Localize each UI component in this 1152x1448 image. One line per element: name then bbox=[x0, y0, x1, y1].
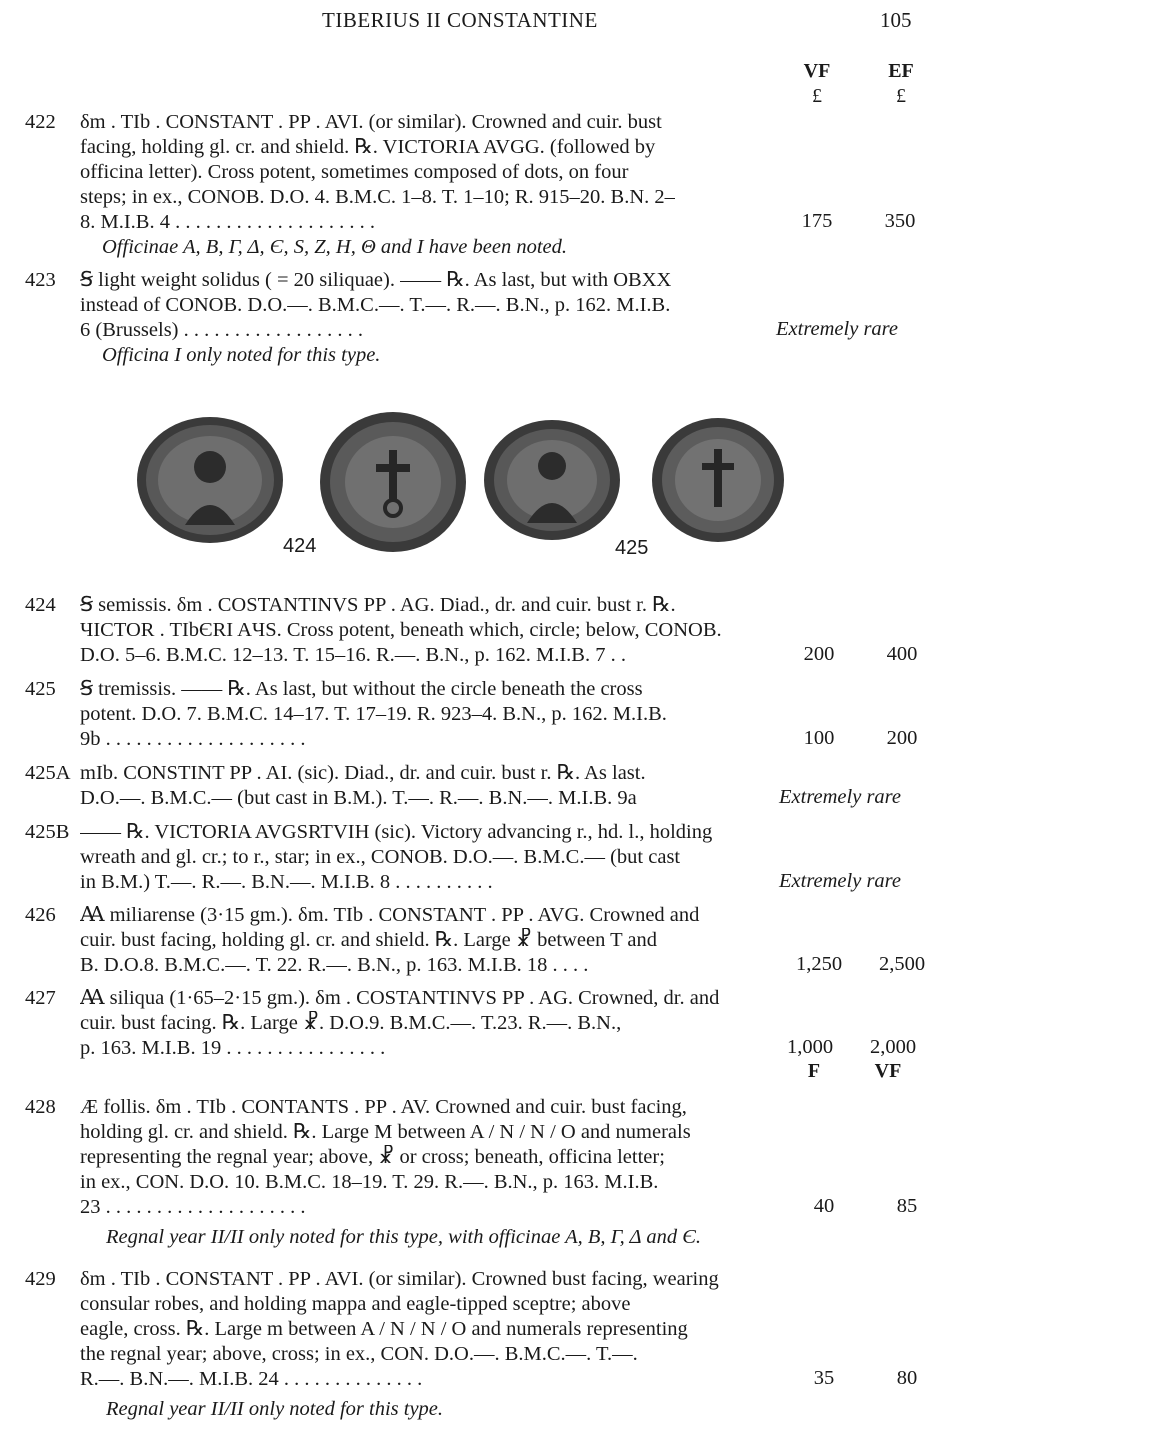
coin-label-424: 424 bbox=[283, 535, 317, 557]
entry-line: wreath and gl. cr.; to r., star; in ex., CONOB. D.O.—. B.M.C.— (but cast bbox=[80, 846, 681, 868]
entry-number: 425A bbox=[25, 762, 71, 784]
entry-line: B. D.O.8. B.M.C.—. T. 22. R.—. B.N., p. 163. M.I.B. 18 . . . . bbox=[80, 954, 589, 976]
entry-line: in B.M.) T.—. R.—. B.N.—. M.I.B. 8 . . . . . . . . . . bbox=[80, 871, 493, 893]
entry-line: mIb. CONSTINT PP . AI. (sic). Diad., dr. and cuir. bust r. ℞. As last. bbox=[80, 762, 646, 784]
entry-line: 8. M.I.B. 4 . . . . . . . . . . . . . . . . . . . . bbox=[80, 211, 375, 233]
catalog-entry bbox=[20, 110, 1130, 260]
entry-number: 425B bbox=[25, 821, 70, 843]
catalog-entry bbox=[20, 1095, 1130, 1255]
entry-line: δm . TIb . CONSTANT . PP . AVI. (or similar). Crowned bust facing, wearing bbox=[80, 1268, 719, 1290]
entry-description bbox=[80, 268, 770, 343]
entry-line: δm . TIb . CONSTANT . PP . AVI. (or similar). Crowned and cuir. bust bbox=[80, 111, 662, 133]
entry-line: the regnal year; above, cross; in ex., CON. D.O.—. B.M.C.—. T.—. bbox=[80, 1343, 638, 1365]
entry-line: Ꜳ miliarense (3·15 gm.). δm. TIb . CONSTANT . PP . AVG. Crowned and bbox=[80, 904, 700, 926]
entry-description bbox=[80, 677, 770, 752]
entry-number: 426 bbox=[25, 904, 56, 926]
entry-number: 429 bbox=[25, 1268, 56, 1290]
coin-425-reverse bbox=[650, 415, 790, 545]
coin-424-reverse bbox=[318, 410, 468, 555]
entry-description bbox=[80, 110, 770, 235]
page-number: 105 bbox=[880, 8, 912, 32]
entry-note: Officinae A, B, Γ, Δ, Є, S, Z, H, Θ and I have been noted. bbox=[102, 236, 568, 258]
price-vf: 100 bbox=[803, 727, 835, 749]
entry-line: Ꞩ tremissis. —— ℞. As last, but without the circle beneath the cross bbox=[80, 678, 643, 700]
entry-number: 422 bbox=[25, 111, 56, 133]
price-vf: 80 bbox=[896, 1367, 918, 1389]
entry-line: representing the regnal year; above, ☧ or cross; beneath, officina letter; bbox=[80, 1146, 665, 1168]
price-ef: 200 bbox=[886, 727, 918, 749]
price-ef: 350 bbox=[884, 210, 916, 232]
entry-number: 423 bbox=[25, 269, 56, 291]
entry-line: D.O.—. B.M.C.— (but cast in B.M.). T.—. R.—. B.N.—. M.I.B. 9a bbox=[80, 787, 637, 809]
entry-description bbox=[80, 903, 770, 978]
col-unit-vf: £ bbox=[812, 85, 822, 107]
price-vf: 175 bbox=[801, 210, 833, 232]
entry-line: 23 . . . . . . . . . . . . . . . . . . . . bbox=[80, 1196, 306, 1218]
entry-line: 9b . . . . . . . . . . . . . . . . . . . . bbox=[80, 728, 306, 750]
entry-line: D.O. 5–6. B.M.C. 12–13. T. 15–16. R.—. B.N., p. 162. M.I.B. 7 . . bbox=[80, 644, 626, 666]
price-vf: 85 bbox=[896, 1195, 918, 1217]
entry-line: facing, holding gl. cr. and shield. ℞. VICTORIA AVGG. (followed by bbox=[80, 136, 656, 158]
entry-line: potent. D.O. 7. B.M.C. 14–17. T. 17–19. R. 923–4. B.N., p. 162. M.I.B. bbox=[80, 703, 667, 725]
catalog-entry bbox=[20, 903, 1130, 983]
price-vf: 1,250 bbox=[795, 953, 843, 975]
entry-note: Regnal year II/II only noted for this type, with officinae A, B, Γ, Δ and Є. bbox=[106, 1226, 702, 1248]
entry-number: 427 bbox=[25, 987, 56, 1009]
entry-line: instead of CONOB. D.O.—. B.M.C.—. T.—. R.—. B.N., p. 162. M.I.B. bbox=[80, 294, 671, 316]
rarity-label: Extremely rare bbox=[779, 786, 901, 808]
entry-line: 6 (Brussels) . . . . . . . . . . . . . . . . . . bbox=[80, 319, 364, 341]
page-title: TIBERIUS II CONSTANTINE bbox=[322, 8, 598, 32]
coin-label-425: 425 bbox=[615, 537, 649, 559]
entry-description bbox=[80, 1267, 770, 1392]
catalog-entry bbox=[20, 820, 1130, 900]
entry-description bbox=[80, 1095, 770, 1220]
entry-note: Regnal year II/II only noted for this type. bbox=[106, 1398, 444, 1420]
catalog-entry bbox=[20, 761, 1130, 816]
entry-description bbox=[80, 820, 770, 895]
entry-line: ЧICTOR . TIbЄRI AЧS. Cross potent, beneath which, circle; below, CONOB. bbox=[80, 619, 722, 641]
rarity-label: Extremely rare bbox=[776, 318, 898, 340]
entry-line: Ꞩ light weight solidus ( = 20 siliquae). —— ℞. As last, but with OBXX bbox=[80, 269, 672, 291]
price-f: 35 bbox=[813, 1367, 835, 1389]
entry-line: consular robes, and holding mappa and eagle-tipped sceptre; above bbox=[80, 1293, 631, 1315]
entry-line: —— ℞. VICTORIA AVGSRTVIH (sic). Victory advancing r., hd. l., holding bbox=[80, 821, 713, 843]
catalog-entry bbox=[20, 268, 1130, 368]
col-head-f: F bbox=[807, 1060, 821, 1082]
col-head-ef: EF bbox=[888, 60, 914, 82]
entry-description bbox=[80, 593, 770, 668]
entry-line: cuir. bust facing. ℞. Large ☧. D.O.9. B.M.C.—. T.23. R.—. B.N., bbox=[80, 1012, 622, 1034]
entry-line: R.—. B.N.—. M.I.B. 24 . . . . . . . . . . . . . . bbox=[80, 1368, 423, 1390]
catalog-entry bbox=[20, 1267, 1130, 1437]
entry-line: Ꞩ semissis. δm . COSTANTINVS PP . AG. Diad., dr. and cuir. bust r. ℞. bbox=[80, 594, 676, 616]
price-vf: 1,000 bbox=[786, 1036, 834, 1058]
entry-note: Officina I only noted for this type. bbox=[102, 344, 381, 366]
coin-424-obverse bbox=[135, 415, 285, 545]
entry-line: Ꜳ siliqua (1·65–2·15 gm.). δm . COSTANTINVS PP . AG. Crowned, dr. and bbox=[80, 987, 720, 1009]
entry-line: officina letter). Cross potent, sometimes composed of dots, on four bbox=[80, 161, 629, 183]
entry-line: steps; in ex., CONOB. D.O. 4. B.M.C. 1–8. T. 1–10; R. 915–20. B.N. 2– bbox=[80, 186, 675, 208]
col-head-vf: VF bbox=[803, 60, 831, 82]
coin-425-obverse bbox=[482, 418, 622, 543]
col-unit-ef: £ bbox=[896, 85, 906, 107]
entry-description bbox=[80, 761, 770, 811]
catalog-entry bbox=[20, 677, 1130, 757]
entry-number: 428 bbox=[25, 1096, 56, 1118]
entry-line: p. 163. M.I.B. 19 . . . . . . . . . . . . . . . . bbox=[80, 1037, 386, 1059]
rarity-label: Extremely rare bbox=[779, 870, 901, 892]
price-ef: 2,500 bbox=[878, 953, 926, 975]
entry-line: Æ follis. δm . TIb . CONTANTS . PP . AV. Crowned and cuir. bust facing, bbox=[80, 1096, 687, 1118]
price-f: 40 bbox=[813, 1195, 835, 1217]
col-head-vf-2: VF bbox=[874, 1060, 902, 1082]
entry-line: eagle, cross. ℞. Large m between A / N / N / O and numerals representing bbox=[80, 1318, 688, 1340]
entry-number: 425 bbox=[25, 678, 56, 700]
entry-number: 424 bbox=[25, 594, 56, 616]
catalog-entry bbox=[20, 986, 1130, 1066]
running-head bbox=[0, 8, 1152, 38]
catalog-entry bbox=[20, 593, 1130, 673]
price-ef: 400 bbox=[886, 643, 918, 665]
price-vf: 200 bbox=[803, 643, 835, 665]
coin-plate bbox=[130, 410, 810, 570]
entry-line: cuir. bust facing, holding gl. cr. and shield. ℞. Large ☧ between T and bbox=[80, 929, 658, 951]
entry-line: holding gl. cr. and shield. ℞. Large M between A / N / N / O and numerals bbox=[80, 1121, 691, 1143]
price-ef: 2,000 bbox=[869, 1036, 917, 1058]
entry-description bbox=[80, 986, 770, 1061]
entry-line: in ex., CON. D.O. 10. B.M.C. 18–19. T. 29. R.—. B.N., p. 163. M.I.B. bbox=[80, 1171, 659, 1193]
